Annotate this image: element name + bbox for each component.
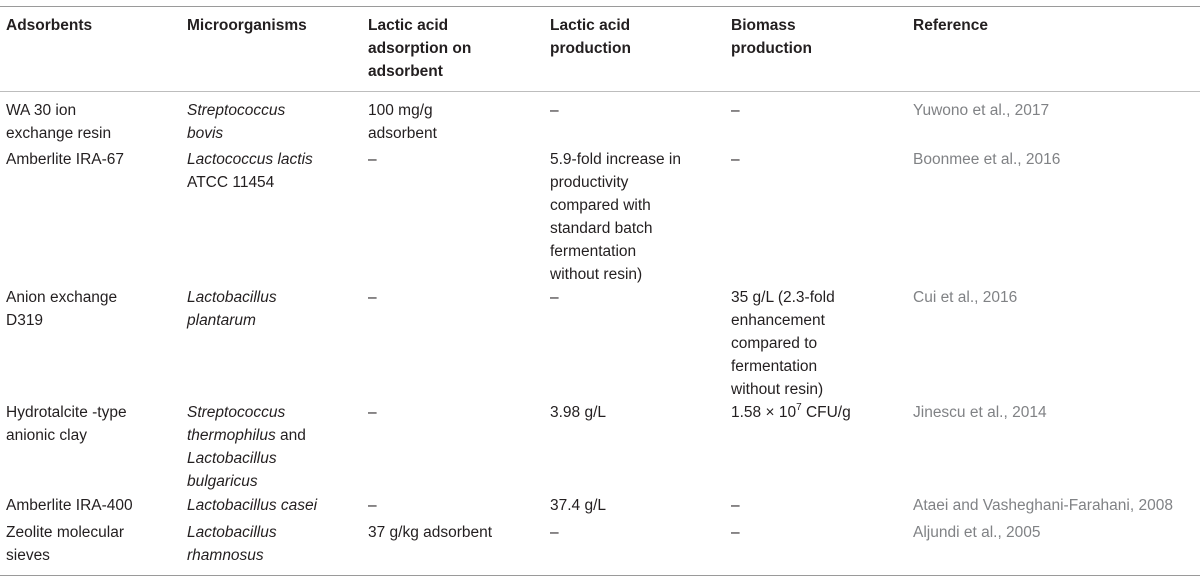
biomass-unit: CFU/g bbox=[801, 404, 851, 421]
adsorbent-cell: Anion exchange D319 bbox=[6, 289, 118, 329]
microorganism-cell: Lactobacillus plantarum bbox=[187, 289, 277, 329]
microorganism-strain: ATCC 11454 bbox=[187, 174, 275, 191]
lactic-production-cell: 3.98 g/L bbox=[550, 404, 607, 421]
microorganism-cell bbox=[187, 401, 357, 493]
reference-cell: Ataei and Vasheghani-Farahani, 2008 bbox=[913, 497, 1173, 514]
biomass-production-cell: 35 g/L (2.3-fold enhancement compared to fermentation without resin) bbox=[731, 289, 835, 398]
header-rule bbox=[0, 91, 1200, 92]
adsorbent-cell: Amberlite IRA-400 bbox=[6, 497, 133, 514]
header-adsorption: Lactic acid adsorption on adsorbent bbox=[368, 17, 472, 80]
biomass-production-cell: – bbox=[731, 524, 740, 541]
table-bottom-rule bbox=[0, 575, 1200, 576]
biomass-base: 1.58 × 10 bbox=[731, 404, 797, 421]
biomass-exponent: 7 bbox=[796, 401, 802, 413]
lactic-production-cell: 5.9-fold increase in productivity compared with standard batch fermentation without resin) bbox=[550, 151, 681, 283]
microorganism-species: Lactococcus lactis bbox=[187, 151, 313, 168]
microorganism-species-a: thermophilus bbox=[187, 427, 276, 444]
lactic-production-cell: – bbox=[550, 102, 559, 119]
lactic-production-cell: – bbox=[550, 524, 559, 541]
header-adsorbents: Adsorbents bbox=[6, 17, 93, 34]
biomass-production-cell: – bbox=[731, 497, 740, 514]
header-lactic-production: Lactic acid production bbox=[550, 17, 631, 57]
lactic-production-cell: – bbox=[550, 289, 559, 306]
adsorbent-cell: Hydrotalcite -type anionic clay bbox=[6, 404, 127, 444]
adsorption-cell: – bbox=[368, 289, 377, 306]
biomass-production-cell bbox=[731, 401, 901, 424]
lactic-production-cell: 37.4 g/L bbox=[550, 497, 607, 514]
table-top-rule bbox=[0, 6, 1200, 7]
adsorption-cell: 100 mg/g adsorbent bbox=[368, 102, 437, 142]
header-reference: Reference bbox=[913, 17, 988, 34]
header-biomass-production: Biomass production bbox=[731, 17, 812, 57]
reference-cell: Cui et al., 2016 bbox=[913, 289, 1018, 306]
reference-cell: Boonmee et al., 2016 bbox=[913, 151, 1061, 168]
adsorption-cell: – bbox=[368, 497, 377, 514]
reference-cell: Jinescu et al., 2014 bbox=[913, 404, 1047, 421]
adsorbent-cell: Amberlite IRA-67 bbox=[6, 151, 125, 168]
reference-cell: Aljundi et al., 2005 bbox=[913, 524, 1041, 541]
reference-cell: Yuwono et al., 2017 bbox=[913, 102, 1050, 119]
adsorption-cell: – bbox=[368, 404, 377, 421]
adsorbent-cell: Zeolite molecular sieves bbox=[6, 524, 125, 564]
header-microorganisms: Microorganisms bbox=[187, 17, 307, 34]
microorganism-cell: Streptococcus bovis bbox=[187, 102, 286, 142]
microorganism-cell: Lactobacillus rhamnosus bbox=[187, 524, 277, 564]
biomass-production-cell: – bbox=[731, 151, 740, 168]
adsorbent-cell: WA 30 ion exchange resin bbox=[6, 102, 112, 142]
adsorption-cell: – bbox=[368, 151, 377, 168]
microorganism-cell bbox=[187, 148, 357, 194]
microorganism-conjunction: and bbox=[275, 427, 306, 444]
microorganism-species-b: Lactobacillus bulgaricus bbox=[187, 450, 277, 490]
biomass-production-cell: – bbox=[731, 102, 740, 119]
adsorption-cell: 37 g/kg adsorbent bbox=[368, 524, 493, 541]
microorganism-cell: Lactobacillus casei bbox=[187, 497, 318, 514]
microorganism-genus-a: Streptococcus bbox=[187, 404, 286, 421]
